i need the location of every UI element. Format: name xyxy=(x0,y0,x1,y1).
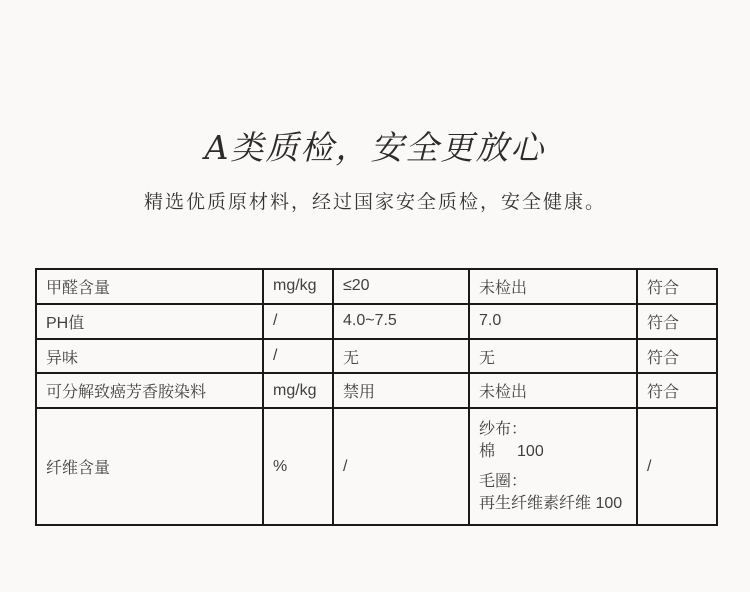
test-item-standard: 4.0~7.5 xyxy=(333,304,469,339)
fiber-group-label-gauze: 纱布： xyxy=(479,420,528,438)
fiber-material: 棉 xyxy=(479,442,496,460)
test-item-verdict: 符合 xyxy=(637,373,717,408)
test-item-verdict: / xyxy=(637,408,717,525)
table-row xyxy=(36,304,717,339)
test-item-result: 未检出 xyxy=(469,373,637,408)
test-item-result: 无 xyxy=(469,339,637,374)
fiber-group-line-gauze xyxy=(479,441,636,463)
test-item-verdict: 符合 xyxy=(637,339,717,374)
page-title: A类质检，安全更放心 xyxy=(204,128,546,167)
test-item-name: 纤维含量 xyxy=(36,408,263,525)
table-row xyxy=(36,373,717,408)
fiber-group-line-terry: 再生纤维素纤维 100 xyxy=(479,494,623,512)
test-item-result: 7.0 xyxy=(469,304,637,339)
fiber-group-label-terry: 毛圈： xyxy=(479,472,528,490)
test-item-verdict: 符合 xyxy=(637,269,717,304)
test-item-standard: / xyxy=(333,408,469,525)
page-subtitle: 精选优质原材料，经过国家安全质检，安全健康。 xyxy=(143,191,606,213)
table-row xyxy=(36,269,717,304)
test-item-standard: 无 xyxy=(333,339,469,374)
fiber-content-result xyxy=(469,408,637,525)
table-row xyxy=(36,408,717,525)
test-item-unit: mg/kg xyxy=(263,373,333,408)
fiber-percent: 100 xyxy=(517,442,544,460)
test-item-unit: mg/kg xyxy=(263,269,333,304)
test-item-name: PH值 xyxy=(36,304,263,339)
test-item-unit: / xyxy=(263,304,333,339)
test-item-standard: 禁用 xyxy=(333,373,469,408)
test-item-standard: ≤20 xyxy=(333,269,469,304)
test-item-name: 甲醛含量 xyxy=(36,269,263,304)
test-item-verdict: 符合 xyxy=(637,304,717,339)
test-item-unit: % xyxy=(263,408,333,525)
table-row xyxy=(36,339,717,374)
test-item-name: 可分解致癌芳香胺染料 xyxy=(36,373,263,408)
test-item-name: 异味 xyxy=(36,339,263,374)
quality-inspection-table xyxy=(35,268,718,526)
test-item-result: 未检出 xyxy=(469,269,637,304)
test-item-unit: / xyxy=(263,339,333,374)
